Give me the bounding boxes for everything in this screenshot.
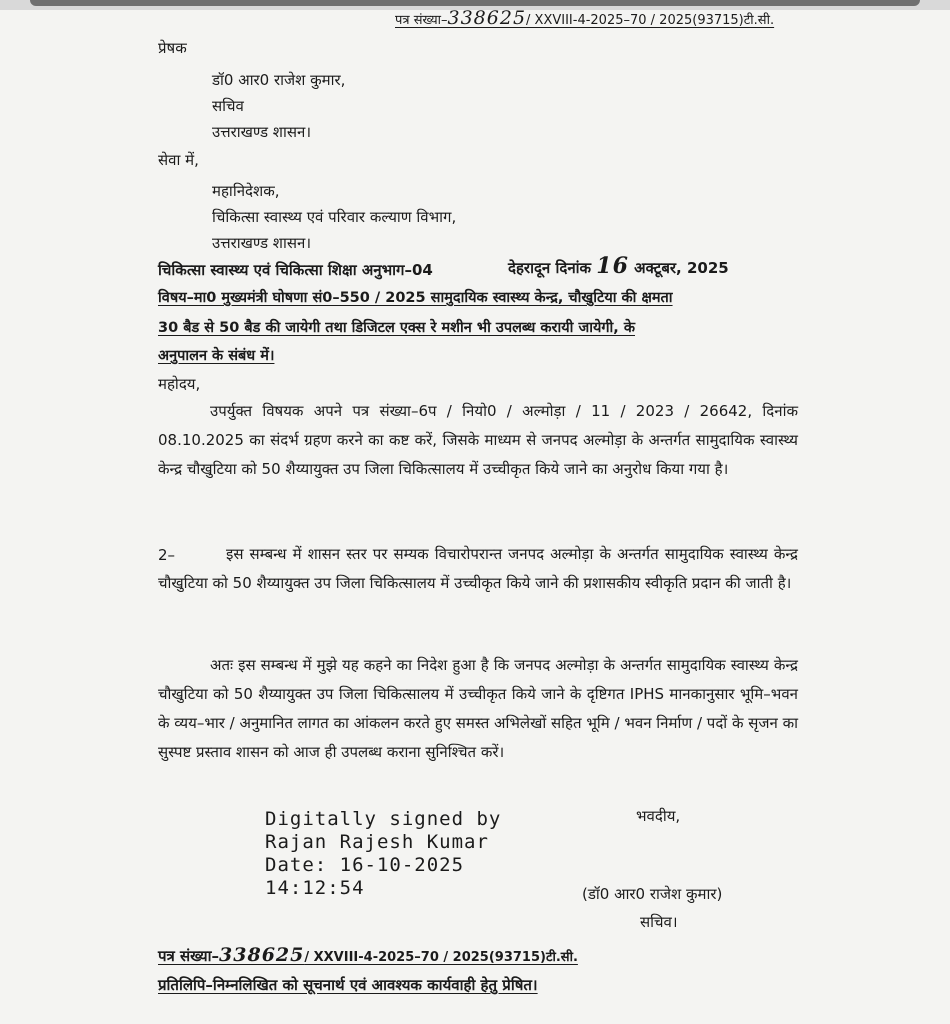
copy-distribution-line: प्रतिलिपि–निम्नलिखित को सूचनार्थ एवं आवश्यक कार्यवाही हेतु प्रेषित। (158, 976, 538, 994)
header-reference (395, 8, 774, 31)
digital-signature-block (265, 808, 501, 900)
header-ref-label: पत्र संख्या– (395, 13, 448, 28)
date-month-year: अक्टूबर, 2025 (634, 259, 729, 277)
sender-name: डॉ0 आर0 राजेश कुमार, (212, 71, 346, 89)
sender-designation: सचिव (212, 97, 244, 115)
digital-signature-line-3: Date: 16-10-2025 (265, 854, 465, 876)
section-name: चिकित्सा स्वास्थ्य एवं चिकित्सा शिक्षा अनुभाग–04 (158, 261, 433, 279)
signatory-designation: सचिव। (640, 913, 678, 931)
paragraph-3: अतः इस सम्बन्ध में मुझे यह कहने का निदेश हुआ है कि जनपद अल्मोड़ा के अन्तर्गत सामुदायिक स्वास्थ्य केन्द्र चौखुटिया को 50 शैय्यायुक्त उप जिला चिकित्सालय में उच्चीकृत किये जाने के दृष्टिगत IPHS मानकानुसार भूमि–भवन के व्यय–भार / अनुमानित लागत का आंकलन करते हुए समस्त अभिलेखों सहित भूमि / भवन निर्माण / पदों के सृजन का सुस्पष्ट प्रस्ताव शासन को आज ही उपलब्ध कराना सुनिश्चित करें। (158, 656, 798, 761)
digital-signature-line-1: Digitally signed by (265, 808, 502, 830)
viewer-top-bar-handle (30, 0, 920, 6)
salutation: महोदय, (158, 375, 201, 393)
digital-signature-line-4: 14:12:54 (265, 877, 365, 899)
footer-ref-label: पत्र संख्या– (158, 947, 220, 965)
paragraph-2: इस सम्बन्ध में शासन स्तर पर सम्यक विचारोपरान्त जनपद अल्मोड़ा के अन्तर्गत सामुदायिक स्वास्थ्य केन्द्र चौखुटिया को 50 शैय्यायुक्त उप जिला चिकित्सालय में उच्चीकृत किये जाने की प्रशासकीय स्वीकृति प्रदान की जाती है। (158, 545, 798, 592)
paragraph-2-number: 2– (158, 546, 176, 564)
sender-label: प्रेषक (158, 39, 187, 57)
footer-ref-number-handwritten: 338625 (219, 944, 305, 966)
paragraph-1: उपर्युक्त विषयक अपने पत्र संख्या–6प / नियो0 / अल्मोड़ा / 11 / 2023 / 26642, दिनांक 08.10.2025 का संदर्भ ग्रहण करने का कष्ट करें, जिसके माध्यम से जनपद अल्मोड़ा के अन्तर्गत सामुदायिक स्वास्थ्य केन्द्र चौखुटिया को 50 शैय्यायुक्त उप जिला चिकित्सालय में उच्चीकृत किये जाने का अनुरोध किया गया है। (158, 402, 798, 478)
recipient-department: चिकित्सा स्वास्थ्य एवं परिवार कल्याण विभाग, (212, 208, 457, 226)
place-date-prefix: देहरादून दिनांक (508, 259, 592, 277)
footer-ref-suffix: / XXVIII-4-2025–70 / 2025(93715)टी.सी. (304, 950, 578, 965)
subject-line-1: विषय–मा0 मुख्यमंत्री घोषणा सं0–550 / 2025 सामुदायिक स्वास्थ्य केन्द्र, चौखुटिया की क्षमता (158, 290, 673, 306)
digital-signature-line-2: Rajan Rajesh Kumar (265, 831, 489, 853)
recipient-label: सेवा में, (158, 151, 199, 169)
signatory-name: (डॉ0 आर0 राजेश कुमार) (582, 885, 723, 903)
header-ref-suffix: / XXVIII-4-2025–70 / 2025(93715)टी.सी. (526, 13, 775, 28)
recipient-office: उत्तराखण्ड शासन। (212, 234, 312, 252)
subject-line-2: 30 बैड से 50 बैड की जायेगी तथा डिजिटल एक्स रे मशीन भी उपलब्ध करायी जायेगी, के (158, 320, 635, 336)
sender-office: उत्तराखण्ड शासन। (212, 123, 312, 141)
footer-reference (158, 945, 578, 968)
subject-line-3: अनुपालन के संबंध में। (158, 348, 275, 364)
header-ref-number-handwritten: 338625 (447, 7, 527, 29)
recipient-title: महानिदेशक, (212, 182, 280, 200)
place-date (508, 253, 729, 279)
date-day-handwritten: 16 (596, 253, 629, 279)
valediction: भवदीय, (636, 807, 681, 825)
